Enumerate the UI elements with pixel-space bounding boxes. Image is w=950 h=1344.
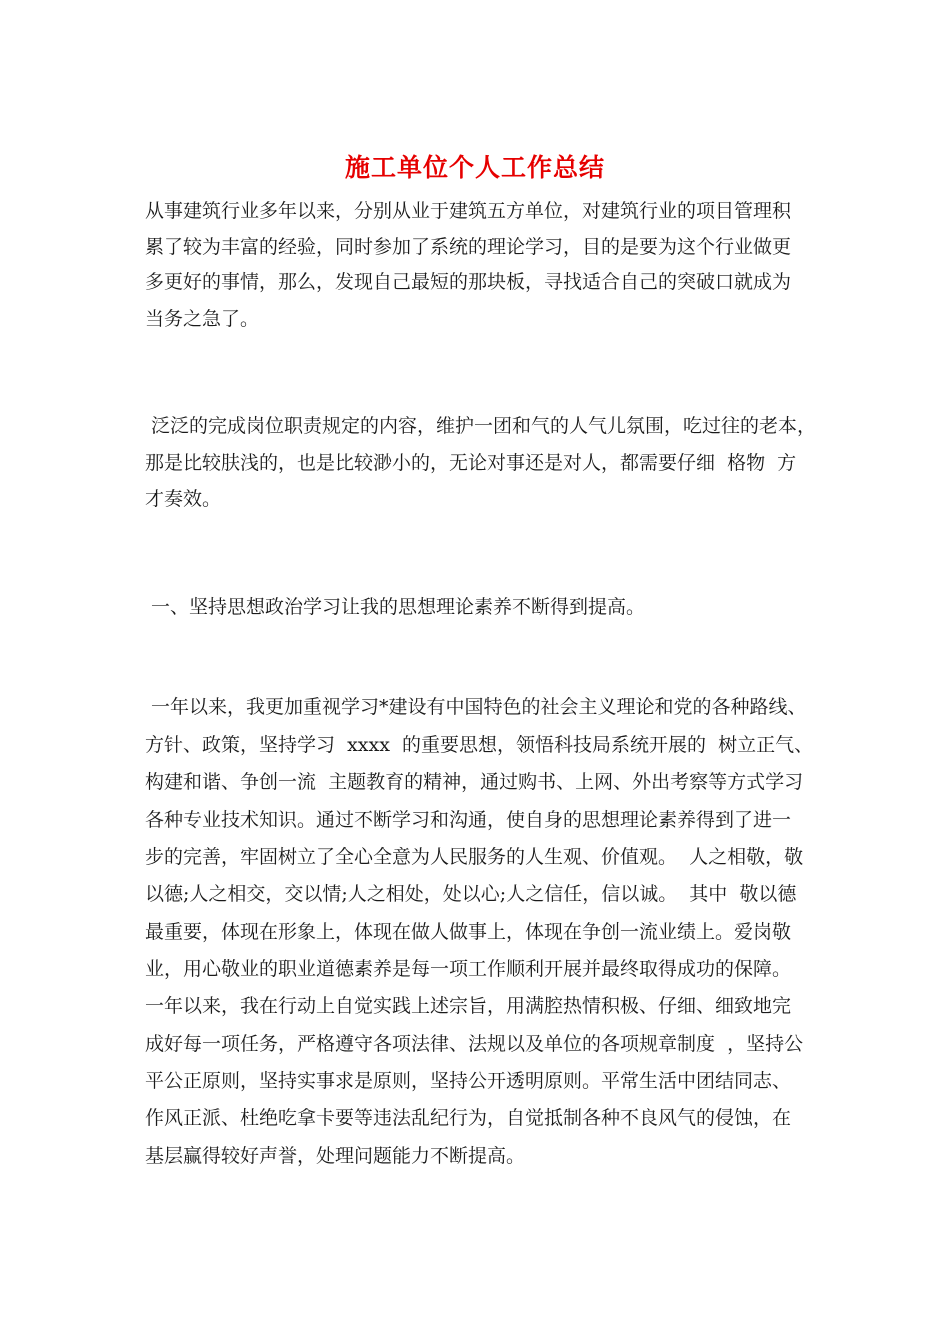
paragraph-3-line-12: 作风正派、杜绝吃拿卡要等违法乱纪行为，自觉抵制各种不良风气的侵蚀，在 xyxy=(145,1107,792,1129)
paragraph-3-line-5: 步的完善，牢固树立了全心全意为人民服务的人生观、价值观。 人之相敬，敬 xyxy=(145,846,804,868)
paragraph-3-line-11: 平公正原则，坚持实事求是原则，坚持公开透明原则。平常生活中团结同志、 xyxy=(145,1070,792,1092)
paragraph-3-line-8: 业，用心敬业的职业道德素养是每一项工作顺利开展并最终取得成功的保障。 xyxy=(145,958,792,980)
paragraph-3-line-10: 成好每一项任务，严格遵守各项法律、法规以及单位的各项规章制度 ，坚持公 xyxy=(145,1033,804,1055)
paragraph-1-line-1: 从事建筑行业多年以来，分别从业于建筑五方单位，对建筑行业的项目管理积 xyxy=(145,200,792,222)
paragraph-2-line-3: 才奏效。 xyxy=(145,488,222,510)
section-heading-1: 一、坚持思想政治学习让我的思想理论素养不断得到提高。 xyxy=(145,596,646,618)
paragraph-3-line-1: 一年以来，我更加重视学习*建设有中国特色的社会主义理论和党的各种路线、 xyxy=(145,696,807,718)
paragraph-3-line-3: 构建和谐、争创一流 主题教育的精神，通过购书、上网、外出考察等方式学习 xyxy=(145,771,804,793)
paragraph-2-line-2: 那是比较肤浅的，也是比较渺小的，无论对事还是对人，都需要仔细 格物 方 xyxy=(145,452,797,474)
paragraph-3-line-9: 一年以来，我在行动上自觉实践上述宗旨，用满腔热情积极、仔细、细致地完 xyxy=(145,995,792,1017)
paragraph-1-line-2: 累了较为丰富的经验，同时参加了系统的理论学习，目的是要为这个行业做更 xyxy=(145,236,792,258)
paragraph-3-line-6: 以德;人之相交，交以情;人之相处，处以心;人之信任，信以诚。 其中 敬以德 xyxy=(145,883,797,905)
paragraph-1-line-4: 当务之急了。 xyxy=(145,308,260,330)
document-title: 施工单位个人工作总结 xyxy=(344,153,605,182)
paragraph-3-line-2: 方针、政策，坚持学习 xxxx 的重要思想，领悟科技局系统开展的 树立正气、 xyxy=(145,734,814,756)
paragraph-2-line-1: 泛泛的完成岗位职责规定的内容，维护一团和气的人气儿氛围，吃过往的老本， xyxy=(145,415,817,437)
paragraph-3-line-4: 各种专业技术知识。通过不断学习和沟通，使自身的思想理论素养得到了进一 xyxy=(145,809,792,831)
paragraph-3-line-7: 最重要，体现在形象上，体现在做人做事上，体现在争创一流业绩上。爱岗敬 xyxy=(145,921,792,943)
paragraph-1-line-3: 多更好的事情，那么，发现自己最短的那块板，寻找适合自己的突破口就成为 xyxy=(145,271,792,293)
paragraph-3-line-13: 基层赢得较好声誉，处理问题能力不断提高。 xyxy=(145,1145,526,1167)
